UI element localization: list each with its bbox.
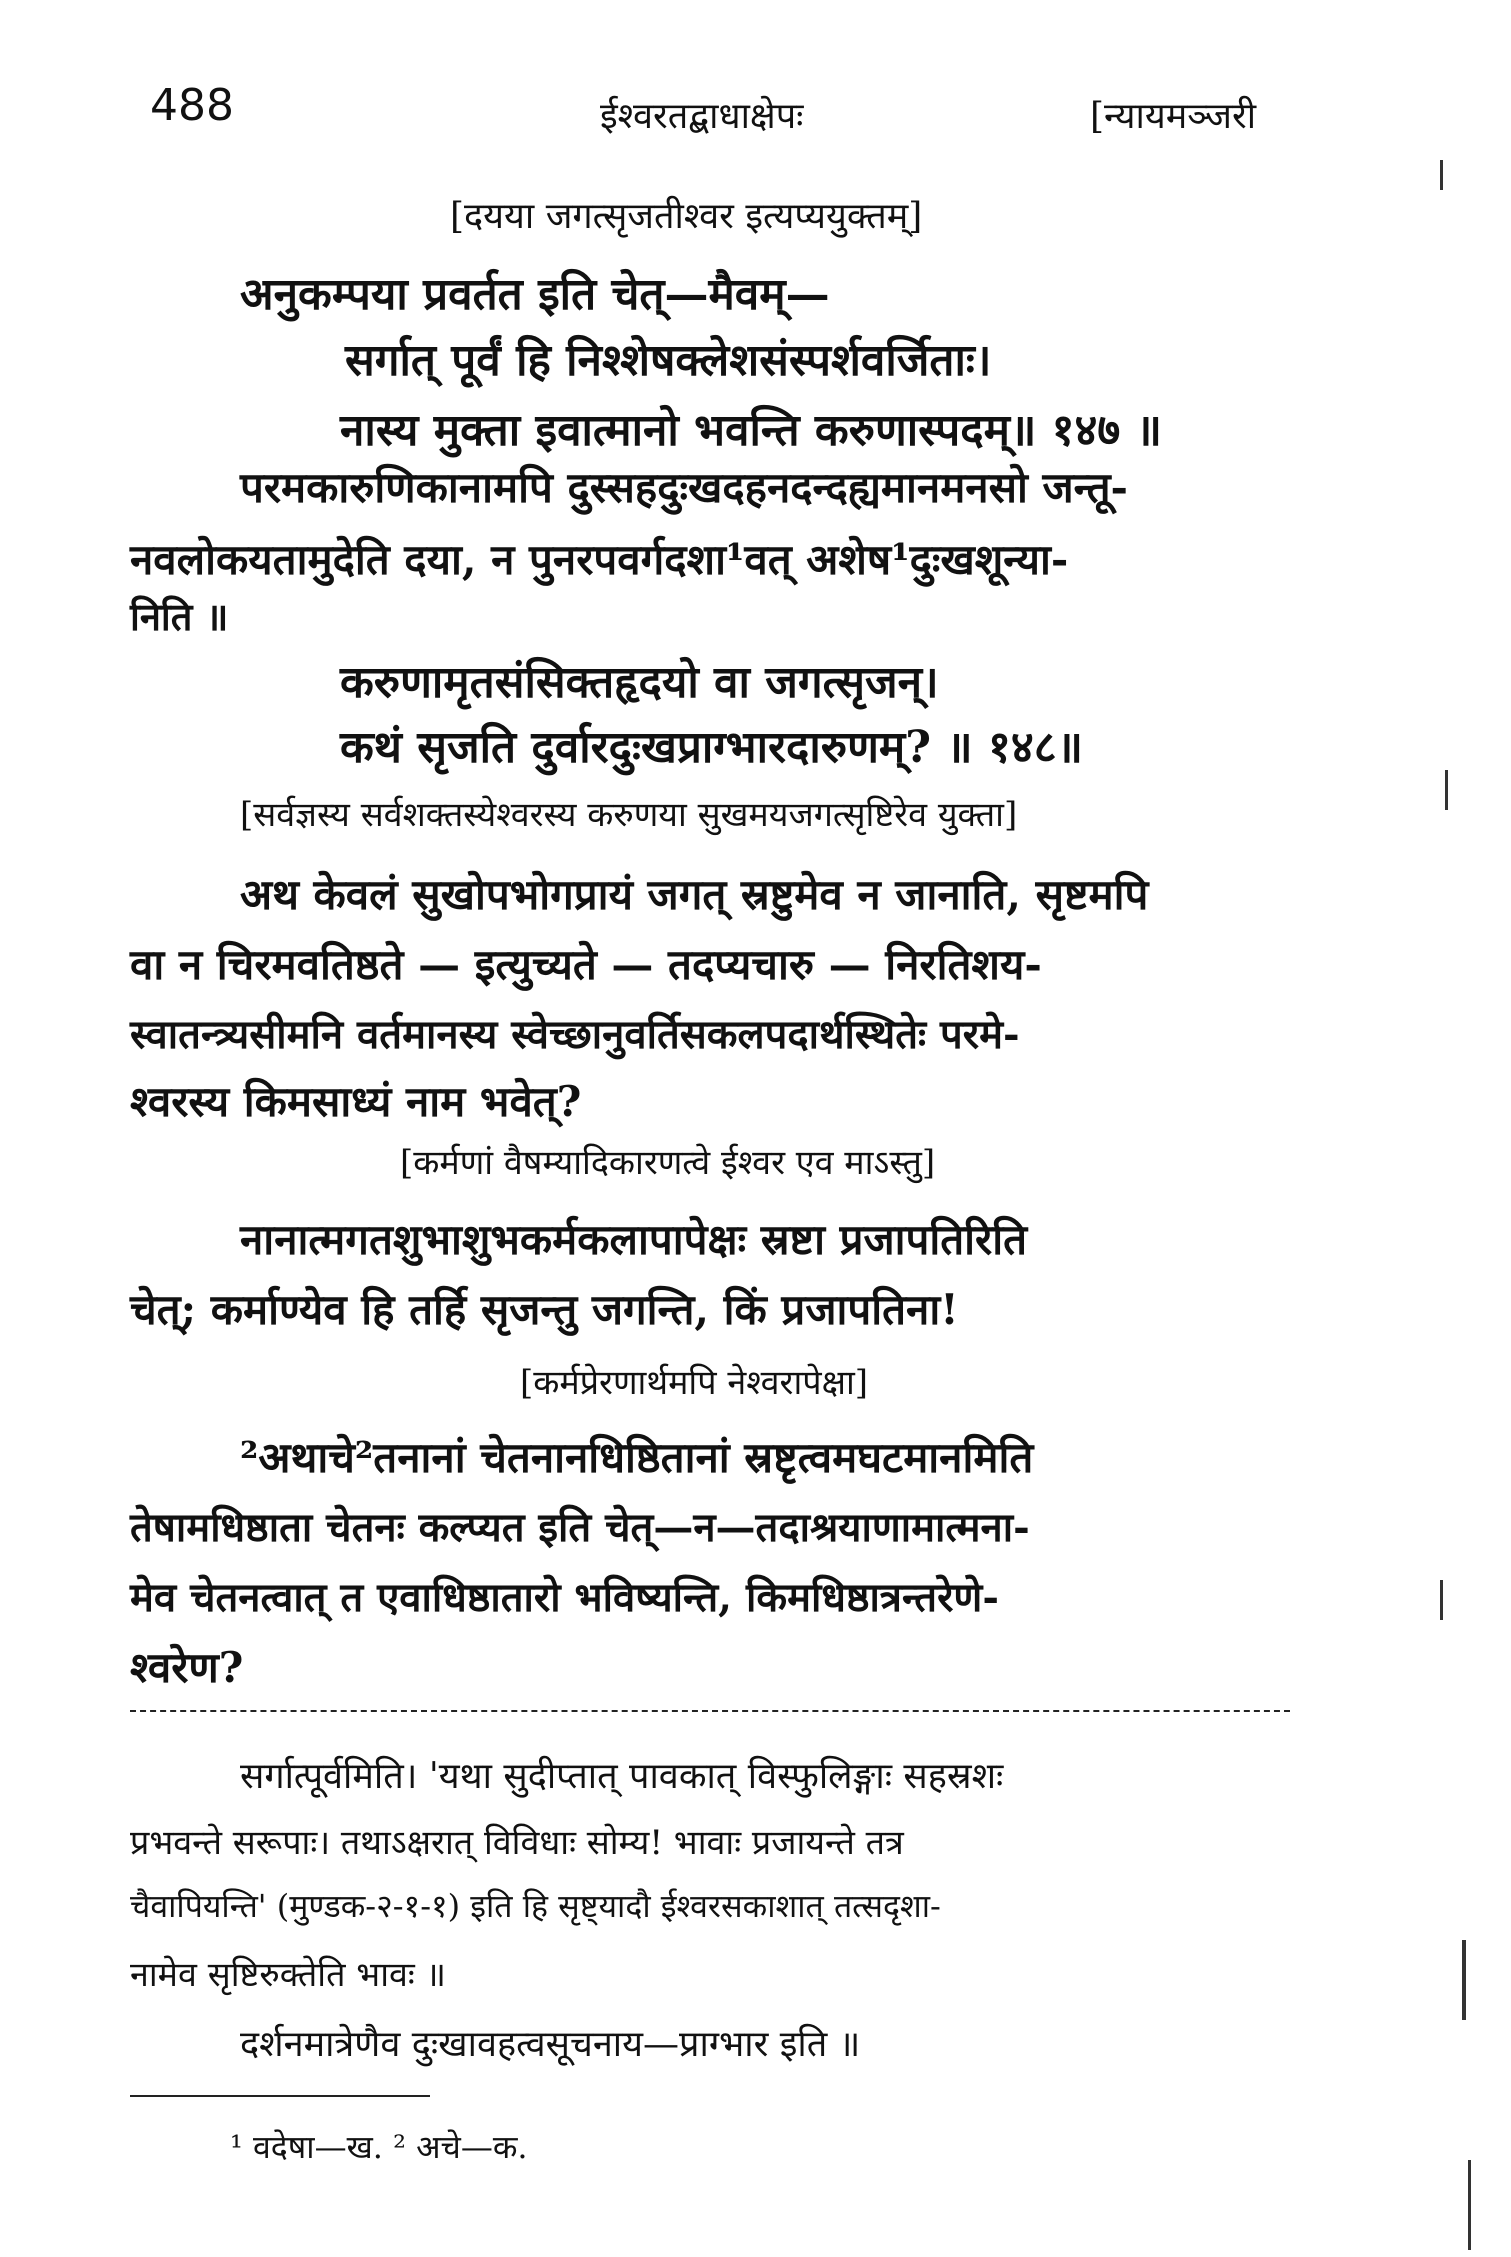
verse-line: कथं सृजति दुर्वारदुःखप्राग्भारदारुणम्? ॥ १४८॥ — [340, 722, 1083, 773]
verse-line: नास्य मुक्ता इवात्मानो भवन्ति करुणास्पदम्॥ १४७ ॥ — [340, 405, 1162, 456]
section-heading: [दयया जगत्सृजतीश्वर इत्यप्ययुक्तम्] — [450, 196, 923, 237]
book-title: [न्यायमञ्जरी — [1090, 96, 1257, 137]
scan-margin-mark — [1468, 2160, 1471, 2250]
verse-line: सर्गात् पूर्वं हि निश्शेषक्लेशसंस्पर्शवर्जिताः। — [345, 335, 992, 386]
scan-margin-mark — [1445, 770, 1448, 810]
scan-margin-mark — [1440, 1580, 1443, 1620]
running-title: ईश्वरतद्बाधाक्षेपः — [600, 96, 804, 137]
footnote-divider — [130, 2095, 430, 2097]
body-line: श्वरस्य किमसाध्यं नाम भवेत्? — [130, 1077, 582, 1126]
body-line: निति ॥ — [130, 594, 229, 639]
body-line: स्वातन्त्र्यसीमनि वर्तमानस्य स्वेच्छानुवर्तिसकलपदार्थस्थितेः परमे- — [130, 1011, 1020, 1058]
commentary-line: सर्गात्पूर्वमिति। 'यथा सुदीप्तात् पावकात् विस्फुलिङ्गाः सहस्रशः — [240, 1756, 1004, 1797]
section-heading: [सर्वज्ञस्य सर्वशक्तस्येश्वरस्य करुणया सुखमयजगत्सृष्टिरेव युक्ता] — [240, 795, 1018, 835]
section-heading: [कर्मणां वैषम्यादिकारणत्वे ईश्वर एव माऽस्तु] — [400, 1143, 936, 1183]
footnotes: ¹ वदेषा—ख. ² अचे—क. — [230, 2128, 528, 2166]
body-line: अथ केवलं सुखोपभोगप्रायं जगत् स्रष्टुमेव न जानाति, सृष्टमपि — [240, 870, 1149, 919]
scan-margin-mark — [1440, 160, 1443, 190]
body-line: नानात्मगतशुभाशुभकर्मकलापापेक्षः स्रष्टा प्रजापतिरिति — [240, 1215, 1028, 1264]
scan-margin-mark — [1462, 1940, 1466, 2020]
commentary-line: दर्शनमात्रेणैव दुःखावहत्वसूचनाय—प्राग्भार इति ॥ — [240, 2024, 861, 2065]
body-line: मेव चेतनत्वात् त एवाधिष्ठातारो भविष्यन्ति, किमधिष्ठात्रन्तरेणे- — [130, 1574, 999, 1621]
commentary-line: प्रभवन्ते सरूपाः। तथाऽक्षरात् विविधाः सोम्य! भावाः प्रजायन्ते तत्र — [130, 1823, 904, 1863]
page-number: 488 — [150, 80, 234, 131]
commentary-divider — [130, 1710, 1290, 1712]
body-line: चेत्; कर्माण्येव हि तर्हि सृजन्तु जगन्ति, किं प्रजापतिना! — [130, 1285, 959, 1334]
commentary-line: चैवापियन्ति' (मुण्डक-२-१-१) इति हि सृष्ट्यादौ ईश्वरसकाशात् तत्सदृशा- — [130, 1887, 941, 1925]
body-line: अनुकम्पया प्रवर्तत इति चेत्—मैवम्— — [240, 269, 830, 320]
body-line: नवलोकयतामुदेति दया, न पुनरपवर्गदशा¹वत् अशेष¹दुःखशून्या- — [130, 535, 1069, 584]
body-line: ²अथाचे²तनानां चेतनानधिष्ठितानां स्रष्टृत्वमघटमानमिति — [240, 1433, 1034, 1482]
verse-line: करुणामृतसंसिक्तहृदयो वा जगत्सृजन्। — [340, 657, 939, 708]
section-heading: [कर्मप्रेरणार्थमपि नेश्वरापेक्षा] — [520, 1363, 869, 1403]
body-line: तेषामधिष्ठाता चेतनः कल्प्यत इति चेत्—न—तदाश्रयाणामात्मना- — [130, 1504, 1030, 1551]
body-line: परमकारुणिकानामपि दुस्सहदुःखदहनदन्दह्यमानमनसो जन्तू- — [240, 463, 1128, 512]
body-line: वा न चिरमवतिष्ठते — इत्युच्यते — तदप्यचारु — निरतिशय- — [130, 940, 1042, 989]
commentary-line: नामेव सृष्टिरुक्तेति भावः ॥ — [130, 1955, 446, 1995]
body-line: श्वरेण? — [130, 1643, 244, 1692]
